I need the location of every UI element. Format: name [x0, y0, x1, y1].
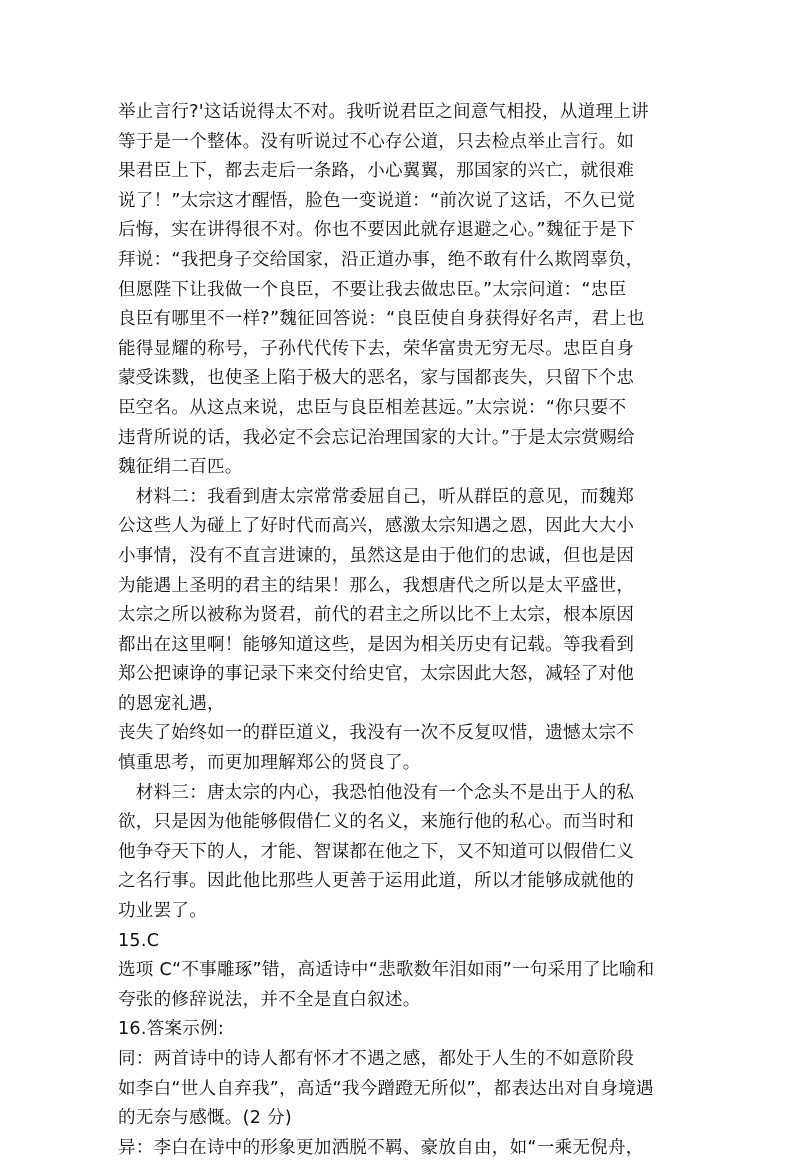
- text-line: 郑公把谏诤的事记录下来交付给史官，太宗因此大怒，减轻了对他: [118, 664, 635, 685]
- text-line: 小事情，没有不直言进谏的，虽然这是由于他们的忠诚，但也是因: [118, 545, 635, 566]
- answer-heading: 16.答案示例:: [118, 1019, 225, 1040]
- text-line: 举止言行?'这话说得太不对。我听说君臣之间意气相投，从道理上讲: [118, 102, 649, 122]
- text-line: 同：两首诗中的诗人都有怀才不遇之感，都处于人生的不如意阶段: [118, 1049, 635, 1069]
- text-line: 如李白“世人自弃我”，高适“我今蹭蹬无所似”，都表达出对自身境遇: [118, 1078, 654, 1099]
- text-line: 说了！”太宗这才醒悟，脸色一变说道：“前次说了这话，不久已觉: [118, 190, 636, 211]
- document-page: [118, 98, 678, 1163]
- text-line: 夸张的修辞说法，并不全是直白叙述。: [118, 989, 421, 1010]
- text-line: 太宗之所以被称为贤君，前代的君主之所以比不上太宗，根本原因: [118, 605, 635, 626]
- text-line: 的恩宠礼遇，: [118, 693, 225, 714]
- text-line: 公这些人为碰上了好时代而高兴，感激太宗知遇之恩，因此大大小: [118, 516, 635, 537]
- text-line: 拜说：“我把身子交给国家，沿正道办事，绝不敢有什么欺罔辜负，: [118, 249, 644, 270]
- text-line: 良臣有哪里不一样?”魏征回答说：“良臣使自身获得好名声，君上也: [118, 309, 645, 330]
- text-line: 功业罢了。: [118, 901, 207, 922]
- text-line: 丧失了始终如一的群臣道义，我没有一次不反复叹惜，遗憾太宗不: [118, 723, 635, 744]
- text-line: 欲，只是因为他能够假借仁义的名义，来施行他的私心。而当时和: [118, 812, 635, 833]
- text-line: 之名行事。因此他比那些人更善于运用此道，所以才能够成就他的: [118, 871, 635, 892]
- text-line: 的无奈与感慨。(2 分): [118, 1108, 292, 1129]
- text-line: 都出在这里啊！能够知道这些，是因为相关历史有记载。等我看到: [118, 634, 635, 655]
- text-line: 异：李白在诗中的形象更加洒脱不羁、豪放自由，如“一乘无倪舟，: [118, 1137, 644, 1158]
- answer-heading: 15.C: [118, 930, 160, 951]
- text-line: 等于是一个整体。没有听说过不心存公道，只去检点举止言行。如: [118, 131, 635, 152]
- text-line: 为能遇上圣明的君主的结果！那么，我想唐代之所以是太平盛世，: [118, 575, 635, 596]
- paragraph-start-line: 材料二：我看到唐太宗常常委屈自己，听从群臣的意见，而魏郑: [118, 486, 635, 507]
- text-line: 慎重思考，而更加理解郑公的贤良了。: [118, 753, 421, 774]
- paragraph-start-line: 材料三：唐太宗的内心，我恐怕他没有一个念头不是出于人的私: [118, 782, 635, 803]
- text-line: 选项 C“不事雕琢”错，高适诗中“悲歌数年泪如雨”一句采用了比喻和: [118, 960, 655, 981]
- text-line: 能得显耀的称号，子孙代代传下去，荣华富贵无穷无尽。忠臣自身: [118, 338, 635, 359]
- text-line: 蒙受诛戮，也使圣上陷于极大的恶名，家与国都丧失，只留下个忠: [118, 368, 635, 389]
- text-line: 臣空名。从这点来说，忠臣与良臣相差甚远。”太宗说：“你只要不: [118, 397, 627, 418]
- text-line: 后悔，实在讲得很不对。你也不要因此就存退避之心。”魏征于是下: [118, 220, 635, 241]
- text-line: 但愿陛下让我做一个良臣，不要让我去做忠臣。”太宗问道：“忠臣: [118, 279, 627, 300]
- text-line: 果君臣上下，都去走后一条路，小心翼翼，那国家的兴亡，就很难: [118, 161, 635, 182]
- text-line: 违背所说的话，我必定不会忘记治理国家的大计。”于是太宗赏赐给: [118, 427, 635, 448]
- text-line: 他争夺天下的人，才能、智谋都在他之下，又不知道可以假借仁义: [118, 841, 635, 862]
- text-line: 魏征绢二百匹。: [118, 457, 243, 478]
